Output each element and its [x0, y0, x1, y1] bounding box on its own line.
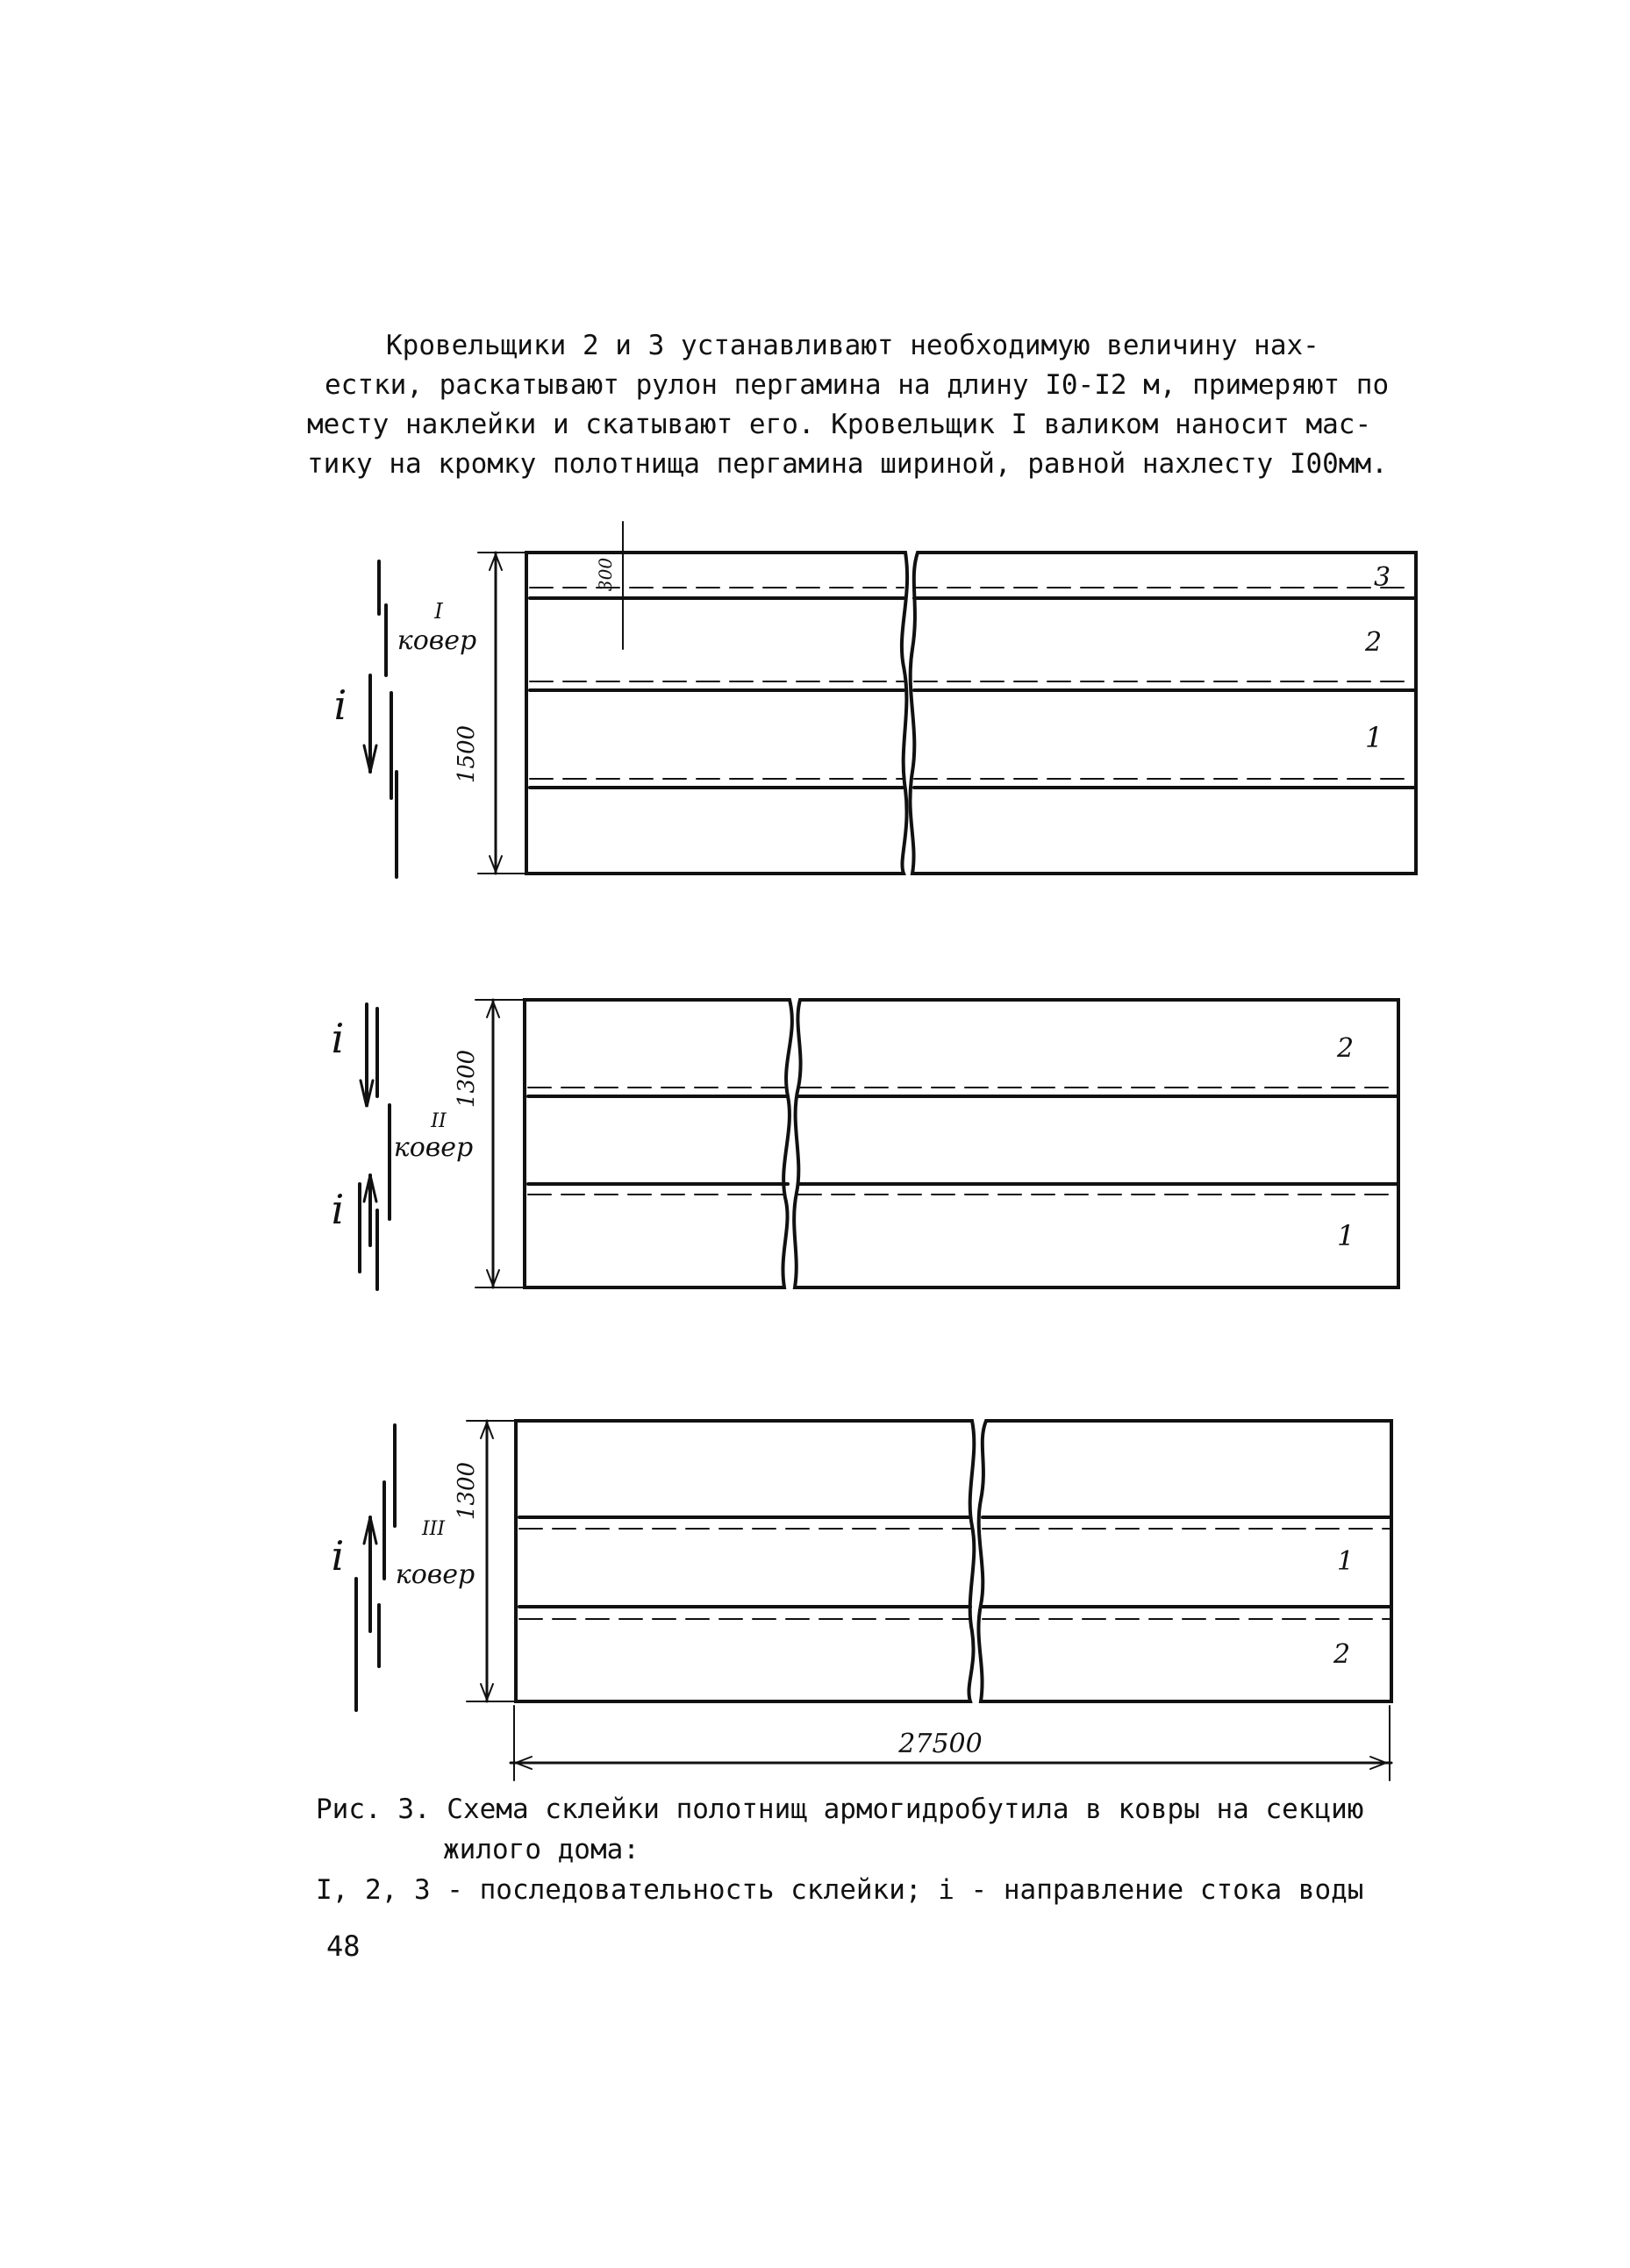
- panel-outline: [516, 1421, 974, 1701]
- strip-number: 2: [1333, 1639, 1351, 1670]
- panel-outline: [526, 553, 907, 874]
- paragraph-line: месту наклейки и скатывают его. Кровельщик I валиком наносит мас-: [307, 409, 1372, 440]
- carpet-panel-2: [360, 1000, 1398, 1289]
- panel-outline: [525, 1000, 792, 1287]
- slope-symbol: i: [331, 1532, 345, 1580]
- caption-line: I, 2, 3 - последовательность склейки; i - направление стока воды: [316, 1874, 1364, 1906]
- carpet-word-1: ковер: [397, 625, 477, 656]
- strip-number: 2: [1337, 1033, 1355, 1064]
- carpet-label-2: II: [431, 1110, 447, 1132]
- carpet-word-3: ковер: [395, 1559, 475, 1590]
- strip-number: 1: [1337, 1546, 1355, 1577]
- carpet-word-2: ковер: [393, 1132, 474, 1163]
- slope-symbol: i: [331, 1186, 345, 1233]
- page-number: 48: [326, 1929, 361, 1963]
- panel-outline: [978, 1421, 1391, 1701]
- height-dim-2: 1300: [454, 1049, 480, 1109]
- strip-number: 3: [1374, 562, 1391, 593]
- strip-number: 1: [1365, 721, 1383, 754]
- panel-outline: [794, 1000, 1398, 1287]
- carpet-label-3: III: [421, 1518, 446, 1540]
- caption-line: Рис. 3. Схема склейки полотнищ армогидробутила в ковры на секцию: [316, 1794, 1364, 1825]
- height-dim-3: 1300: [454, 1461, 480, 1521]
- carpet-label-1: I: [434, 599, 443, 624]
- slope-symbol: i: [331, 1015, 345, 1062]
- paragraph-line: тику на кромку полотнища пергамина шириной, равной нахлесту I00мм.: [307, 448, 1388, 480]
- panel-outline: [910, 553, 1416, 874]
- height-dim-1: 1500: [454, 724, 480, 784]
- carpet-panel-1: [364, 522, 1416, 877]
- carpet-panel-3: [356, 1421, 1391, 1780]
- strip-number: 2: [1365, 627, 1383, 658]
- overlap-dim-1: 300: [595, 557, 616, 592]
- figure-caption: [316, 1789, 1509, 1910]
- width-dim: 27500: [898, 1729, 983, 1759]
- slope-symbol: i: [333, 681, 347, 729]
- paragraph-line: естки, раскатывают рулон пергамина на длину I0-I2 м, примеряют по: [325, 369, 1390, 401]
- paragraph-line: Кровельщики 2 и 3 устанавливают необходимую величину нах-: [386, 330, 1319, 361]
- caption-line: жилого дома:: [443, 1834, 640, 1865]
- strip-number: 1: [1337, 1219, 1355, 1252]
